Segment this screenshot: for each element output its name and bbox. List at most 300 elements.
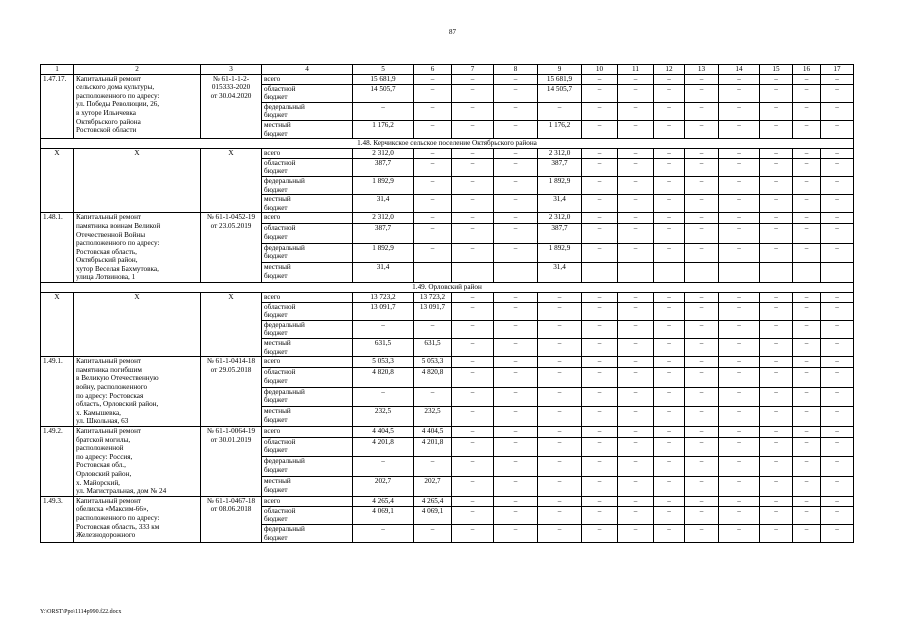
- cell-line: Капитальный ремонт: [76, 213, 142, 222]
- cell-line: Капитальный ремонт: [76, 74, 142, 83]
- amount-cell: –: [719, 407, 760, 427]
- amount-cell: 14 505,7: [353, 84, 414, 102]
- cell-line: № 61-1-0064-19: [206, 426, 256, 435]
- cell-line: X: [228, 148, 234, 157]
- amount-cell: –: [793, 158, 821, 176]
- amount-cell: –: [760, 176, 793, 194]
- amount-cell: –: [452, 84, 494, 102]
- budget-label: [262, 457, 353, 477]
- cell-line: 015333-2020: [211, 83, 251, 92]
- amount-cell: –: [685, 426, 719, 437]
- amount-cell: –: [719, 368, 760, 388]
- amount-cell: 13 091,7: [414, 302, 452, 320]
- column-header: 12: [654, 65, 685, 75]
- amount-cell: –: [719, 437, 760, 457]
- amount-cell: –: [618, 176, 654, 194]
- amount-cell: –: [793, 320, 821, 338]
- amount-cell: –: [821, 158, 854, 176]
- amount-cell: –: [760, 292, 793, 302]
- amount-cell: –: [452, 357, 494, 368]
- amount-cell: –: [654, 387, 685, 407]
- cell-line: Ростовская область,: [76, 247, 137, 256]
- amount-cell: –: [685, 407, 719, 427]
- budget-label: всего: [262, 148, 353, 158]
- amount-cell: –: [452, 339, 494, 357]
- amount-cell: –: [494, 195, 538, 213]
- item-number: 1.47.17.: [41, 74, 74, 139]
- amount-cell: –: [452, 224, 494, 244]
- amount-cell: –: [821, 195, 854, 213]
- amount-cell: –: [414, 148, 452, 158]
- amount-cell: –: [685, 292, 719, 302]
- amount-cell: –: [685, 457, 719, 477]
- amount-cell: –: [821, 213, 854, 224]
- amount-cell: –: [760, 158, 793, 176]
- amount-cell: –: [821, 506, 854, 524]
- cell-line: областной: [264, 368, 296, 377]
- amount-cell: –: [538, 387, 582, 407]
- amount-cell: –: [654, 120, 685, 138]
- item-number: 1.49.1.: [41, 357, 74, 427]
- budget-label: [262, 263, 353, 283]
- amount-cell: –: [821, 320, 854, 338]
- amount-cell: –: [821, 84, 854, 102]
- cell-line: Отечественной Войны: [76, 230, 146, 239]
- cell-line: Железнодорожного: [76, 531, 136, 540]
- item-number: 1.49.3.: [41, 496, 74, 542]
- budget-label: [262, 224, 353, 244]
- amount-cell: –: [685, 120, 719, 138]
- amount-cell: [821, 263, 854, 283]
- amount-cell: –: [654, 158, 685, 176]
- cell-line: местный: [264, 477, 291, 486]
- amount-cell: [685, 263, 719, 283]
- amount-cell: –: [452, 368, 494, 388]
- amount-cell: 14 505,7: [538, 84, 582, 102]
- table-row: [41, 292, 854, 302]
- item-number: X: [41, 292, 74, 357]
- amount-cell: –: [821, 407, 854, 427]
- amount-cell: –: [821, 368, 854, 388]
- amount-cell: –: [452, 387, 494, 407]
- amount-cell: –: [538, 407, 582, 427]
- amount-cell: –: [719, 84, 760, 102]
- cell-line: сельского дома культуры,: [76, 83, 155, 92]
- amount-cell: –: [760, 320, 793, 338]
- table-row: [41, 426, 854, 437]
- budget-label: [262, 387, 353, 407]
- amount-cell: 4 069,1: [353, 506, 414, 524]
- cell-line: местный: [264, 263, 291, 272]
- cell-line: братской могилы,: [76, 435, 131, 444]
- amount-cell: –: [414, 213, 452, 224]
- amount-cell: –: [793, 339, 821, 357]
- amount-cell: –: [618, 357, 654, 368]
- cell-line: областной: [264, 302, 296, 311]
- amount-cell: –: [414, 320, 452, 338]
- amount-cell: –: [538, 426, 582, 437]
- amount-cell: –: [685, 224, 719, 244]
- item-number: 1.49.2.: [41, 426, 74, 496]
- amount-cell: –: [654, 339, 685, 357]
- amount-cell: –: [538, 302, 582, 320]
- item-name: [74, 213, 201, 283]
- amount-cell: –: [685, 387, 719, 407]
- amount-cell: –: [452, 158, 494, 176]
- table-row: [41, 357, 854, 368]
- budget-label: [262, 120, 353, 138]
- amount-cell: –: [793, 213, 821, 224]
- amount-cell: [719, 263, 760, 283]
- amount-cell: 631,5: [353, 339, 414, 357]
- cell-line: Ростовская область, 333 км: [76, 522, 160, 531]
- column-header: 10: [582, 65, 618, 75]
- budget-label: [262, 320, 353, 338]
- amount-cell: –: [760, 426, 793, 437]
- amount-cell: –: [719, 496, 760, 506]
- amount-cell: –: [719, 477, 760, 497]
- cell-line: хутор Веселая Бахмутовка,: [76, 264, 159, 273]
- amount-cell: –: [538, 368, 582, 388]
- amount-cell: –: [719, 224, 760, 244]
- amount-cell: –: [582, 339, 618, 357]
- amount-cell: –: [618, 148, 654, 158]
- amount-cell: –: [618, 74, 654, 84]
- column-header: 14: [719, 65, 760, 75]
- amount-cell: 4 201,8: [353, 437, 414, 457]
- cell-line: обелиска «Максим-66»,: [76, 505, 149, 514]
- amount-cell: –: [618, 387, 654, 407]
- budget-label: [262, 368, 353, 388]
- cell-line: местный: [264, 120, 291, 129]
- amount-cell: –: [719, 339, 760, 357]
- amount-cell: –: [618, 368, 654, 388]
- amount-cell: –: [685, 320, 719, 338]
- column-header: 9: [538, 65, 582, 75]
- cell-line: местный: [264, 339, 291, 348]
- amount-cell: –: [618, 477, 654, 497]
- item-name: [74, 426, 201, 496]
- amount-cell: –: [793, 243, 821, 263]
- amount-cell: –: [793, 368, 821, 388]
- amount-cell: –: [353, 102, 414, 120]
- budget-label: [262, 437, 353, 457]
- budget-label: [262, 339, 353, 357]
- cell-line: в Великую Отечественную: [76, 374, 159, 383]
- amount-cell: –: [582, 195, 618, 213]
- amount-cell: –: [654, 243, 685, 263]
- amount-cell: –: [414, 387, 452, 407]
- cell-line: бюджет: [264, 446, 288, 455]
- amount-cell: –: [654, 368, 685, 388]
- amount-cell: –: [793, 292, 821, 302]
- budget-label: всего: [262, 213, 353, 224]
- header-row: [41, 65, 854, 75]
- amount-cell: –: [793, 74, 821, 84]
- cell-line: бюджет: [264, 167, 288, 176]
- amount-cell: –: [618, 426, 654, 437]
- amount-cell: –: [821, 387, 854, 407]
- amount-cell: –: [494, 320, 538, 338]
- column-header: 11: [618, 65, 654, 75]
- amount-cell: –: [618, 496, 654, 506]
- amount-cell: –: [821, 477, 854, 497]
- amount-cell: 2 312,0: [538, 148, 582, 158]
- budget-label: [262, 176, 353, 194]
- cell-line: расположенного по адресу:: [76, 513, 160, 522]
- amount-cell: 2 312,0: [538, 213, 582, 224]
- amount-cell: –: [821, 339, 854, 357]
- amount-cell: 232,5: [353, 407, 414, 427]
- amount-cell: 202,7: [414, 477, 452, 497]
- budget-label: [262, 158, 353, 176]
- amount-cell: –: [654, 176, 685, 194]
- amount-cell: –: [719, 302, 760, 320]
- cell-line: бюджет: [264, 515, 288, 524]
- cell-line: бюджет: [264, 232, 288, 241]
- amount-cell: –: [414, 74, 452, 84]
- cell-line: бюджет: [264, 533, 288, 542]
- amount-cell: –: [793, 457, 821, 477]
- cell-line: федеральный: [264, 387, 305, 396]
- cell-line: бюджет: [264, 111, 288, 120]
- cell-line: бюджет: [264, 347, 288, 356]
- funding-table: [40, 64, 854, 543]
- amount-cell: –: [494, 368, 538, 388]
- amount-cell: 13 723,2: [414, 292, 452, 302]
- item-name: [74, 148, 201, 213]
- column-header: 1: [41, 65, 74, 75]
- amount-cell: –: [719, 387, 760, 407]
- amount-cell: –: [760, 339, 793, 357]
- amount-cell: 5 053,3: [414, 357, 452, 368]
- amount-cell: –: [414, 176, 452, 194]
- amount-cell: –: [582, 302, 618, 320]
- cell-line: расположенного по адресу:: [76, 239, 160, 248]
- amount-cell: 387,7: [538, 158, 582, 176]
- budget-label: всего: [262, 74, 353, 84]
- amount-cell: –: [685, 74, 719, 84]
- cell-line: федеральный: [264, 176, 305, 185]
- amount-cell: –: [494, 426, 538, 437]
- amount-cell: 4 201,8: [414, 437, 452, 457]
- section-row: [41, 139, 854, 149]
- amount-cell: –: [719, 176, 760, 194]
- amount-cell: –: [452, 102, 494, 120]
- section-title: 1.49. Орловский район: [41, 283, 854, 293]
- cell-line: местный: [264, 195, 291, 204]
- item-name: [74, 357, 201, 427]
- amount-cell: –: [414, 195, 452, 213]
- amount-cell: [452, 263, 494, 283]
- amount-cell: –: [719, 195, 760, 213]
- table-row: [41, 74, 854, 84]
- amount-cell: –: [793, 195, 821, 213]
- amount-cell: –: [582, 496, 618, 506]
- amount-cell: [414, 263, 452, 283]
- amount-cell: –: [452, 176, 494, 194]
- cell-line: от 30.01.2019: [210, 435, 252, 444]
- amount-cell: 31,4: [353, 195, 414, 213]
- amount-cell: –: [719, 148, 760, 158]
- amount-cell: –: [618, 195, 654, 213]
- cell-line: областной: [264, 506, 296, 515]
- amount-cell: –: [452, 477, 494, 497]
- amount-cell: –: [582, 506, 618, 524]
- budget-label: [262, 407, 353, 427]
- amount-cell: –: [582, 148, 618, 158]
- amount-cell: –: [353, 524, 414, 542]
- budget-label: всего: [262, 292, 353, 302]
- amount-cell: –: [582, 292, 618, 302]
- amount-cell: 4 404,5: [414, 426, 452, 437]
- amount-cell: –: [494, 74, 538, 84]
- amount-cell: –: [618, 407, 654, 427]
- item-number: X: [41, 148, 74, 213]
- amount-cell: –: [618, 292, 654, 302]
- cell-line: Ростовской области: [76, 126, 137, 135]
- amount-cell: [793, 263, 821, 283]
- amount-cell: –: [654, 477, 685, 497]
- amount-cell: –: [452, 407, 494, 427]
- amount-cell: –: [654, 357, 685, 368]
- column-header: 15: [760, 65, 793, 75]
- amount-cell: 13 723,2: [353, 292, 414, 302]
- amount-cell: 4 820,8: [353, 368, 414, 388]
- cell-line: № 61-1-1-2-: [212, 74, 250, 83]
- amount-cell: –: [494, 120, 538, 138]
- cell-line: ул. Магистральная, дом № 24: [76, 487, 167, 496]
- amount-cell: –: [582, 407, 618, 427]
- amount-cell: –: [654, 195, 685, 213]
- cell-line: бюджет: [264, 311, 288, 320]
- amount-cell: –: [760, 368, 793, 388]
- amount-cell: –: [618, 120, 654, 138]
- cell-line: Ростовская обл.,: [76, 461, 126, 470]
- cell-line: ул. Школьная, 63: [76, 417, 129, 426]
- amount-cell: –: [618, 243, 654, 263]
- amount-cell: –: [793, 357, 821, 368]
- amount-cell: –: [760, 477, 793, 497]
- amount-cell: –: [654, 84, 685, 102]
- amount-cell: –: [582, 84, 618, 102]
- amount-cell: –: [582, 457, 618, 477]
- amount-cell: –: [494, 102, 538, 120]
- amount-cell: –: [685, 195, 719, 213]
- budget-label: всего: [262, 357, 353, 368]
- amount-cell: –: [719, 357, 760, 368]
- amount-cell: –: [618, 320, 654, 338]
- column-header: 7: [452, 65, 494, 75]
- amount-cell: –: [582, 102, 618, 120]
- amount-cell: –: [760, 357, 793, 368]
- column-header: 2: [74, 65, 201, 75]
- amount-cell: –: [685, 158, 719, 176]
- cell-line: X: [134, 148, 140, 157]
- budget-label: [262, 84, 353, 102]
- amount-cell: –: [793, 102, 821, 120]
- amount-cell: 4 820,8: [414, 368, 452, 388]
- amount-cell: –: [414, 457, 452, 477]
- amount-cell: –: [582, 357, 618, 368]
- amount-cell: –: [685, 148, 719, 158]
- amount-cell: 1 892,9: [353, 176, 414, 194]
- cell-line: бюджет: [264, 329, 288, 338]
- amount-cell: –: [719, 74, 760, 84]
- amount-cell: –: [452, 148, 494, 158]
- amount-cell: –: [719, 292, 760, 302]
- cell-line: бюджет: [264, 415, 288, 424]
- amount-cell: –: [452, 426, 494, 437]
- amount-cell: 4 404,5: [353, 426, 414, 437]
- amount-cell: –: [719, 320, 760, 338]
- amount-cell: –: [821, 292, 854, 302]
- amount-cell: –: [719, 102, 760, 120]
- amount-cell: –: [452, 506, 494, 524]
- amount-cell: –: [414, 243, 452, 263]
- cell-line: расположенной: [76, 444, 124, 453]
- cell-line: бюджет: [264, 93, 288, 102]
- column-header: 6: [414, 65, 452, 75]
- amount-cell: –: [793, 302, 821, 320]
- cell-line: памятника погибшим: [76, 365, 142, 374]
- amount-cell: –: [582, 477, 618, 497]
- cell-line: местный: [264, 407, 291, 416]
- cell-line: бюджет: [264, 203, 288, 212]
- cell-line: областной: [264, 158, 296, 167]
- amount-cell: 15 681,9: [353, 74, 414, 84]
- cell-line: улица Лотвинова, 1: [76, 273, 136, 282]
- budget-label: всего: [262, 426, 353, 437]
- amount-cell: –: [582, 158, 618, 176]
- amount-cell: –: [582, 368, 618, 388]
- amount-cell: –: [582, 74, 618, 84]
- cell-line: от 23.05.2019: [210, 221, 252, 230]
- amount-cell: –: [760, 148, 793, 158]
- amount-cell: –: [654, 302, 685, 320]
- amount-cell: –: [538, 357, 582, 368]
- amount-cell: –: [618, 339, 654, 357]
- amount-cell: –: [582, 524, 618, 542]
- budget-label: [262, 195, 353, 213]
- amount-cell: –: [414, 102, 452, 120]
- amount-cell: –: [452, 320, 494, 338]
- column-header: 16: [793, 65, 821, 75]
- amount-cell: –: [654, 437, 685, 457]
- cell-line: бюджет: [264, 129, 288, 138]
- amount-cell: –: [685, 496, 719, 506]
- amount-cell: 387,7: [353, 224, 414, 244]
- amount-cell: –: [719, 524, 760, 542]
- budget-label: [262, 302, 353, 320]
- amount-cell: [760, 263, 793, 283]
- amount-cell: –: [685, 368, 719, 388]
- amount-cell: –: [452, 243, 494, 263]
- amount-cell: –: [538, 477, 582, 497]
- amount-cell: [618, 263, 654, 283]
- amount-cell: –: [685, 437, 719, 457]
- amount-cell: –: [494, 387, 538, 407]
- amount-cell: –: [685, 302, 719, 320]
- amount-cell: –: [793, 496, 821, 506]
- amount-cell: –: [821, 176, 854, 194]
- cell-line: бюджет: [264, 466, 288, 474]
- budget-label: [262, 243, 353, 263]
- amount-cell: –: [685, 176, 719, 194]
- amount-cell: 1 176,2: [353, 120, 414, 138]
- item-document: [201, 213, 262, 283]
- cell-line: № 61-1-0452-19: [206, 213, 256, 222]
